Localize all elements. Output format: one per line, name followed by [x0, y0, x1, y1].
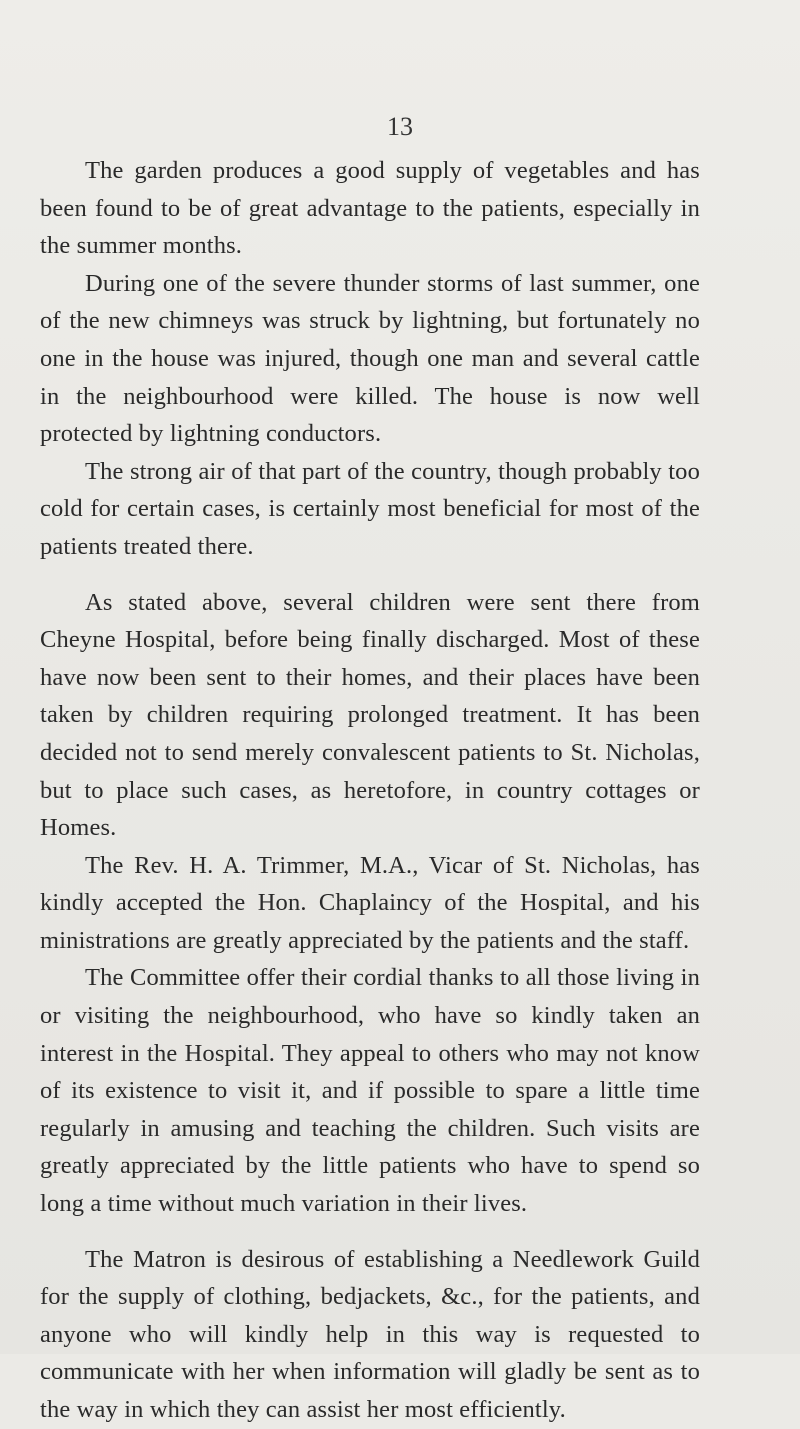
page-number: 13	[387, 112, 413, 141]
paragraph-garden: The garden produces a good supply of vegetables and has been found to be of great advantage to the patients, especially in the summer months.	[40, 157, 700, 260]
paragraph-strong-air: The strong air of that part of the country, though probably too cold for certain cases, is certainly most beneficial for most of the patients treated there.	[40, 457, 700, 560]
paragraph-committee-thanks: The Committee offer their cordial thanks to all those living in or visiting the neighbourhood, who have so kindly taken an interest in the Hospital. They appeal to others who may not know of its existence to visit it, and if possible to spare a little time regularly in amusing and teaching the children. Such visits are greatly appreciated by the little patients who have to spend so long a time without much variation in their lives.	[40, 964, 700, 1218]
paragraph-chaplaincy: The Rev. H. A. Trimmer, M.A., Vicar of St. Nicholas, has kindly accepted the Hon. Chaplaincy of the Hospital, and his ministrations are greatly appreciated by the patients and the staff.	[40, 851, 700, 954]
body-text	[40, 152, 700, 1429]
paragraph-cheyne-hospital: As stated above, several children were sent there from Cheyne Hospital, before being finally discharged. Most of these have now been sent to their homes, and their places have been taken by children requiring prolonged treatment. It has been decided not to send merely convalescent patients to St. Nicholas, but to place such cases, as heretofore, in country cottages or Homes.	[40, 588, 700, 842]
paragraph-thunder-storm: During one of the severe thunder storms of last summer, one of the new chimneys was struck by lightning, but fortunately no one in the house was injured, though one man and several cattle in the neighbourhood were killed. The house is now well protected by lightning conductors.	[40, 269, 700, 448]
paragraph-needlework-guild: The Matron is desirous of establishing a Needlework Guild for the supply of clothing, bedjackets, &c., for the patients, and anyone who will kindly help in this way is requested to communicate with her when information will gladly be sent as to the way in which they can assist her most efficiently.	[40, 1245, 700, 1423]
